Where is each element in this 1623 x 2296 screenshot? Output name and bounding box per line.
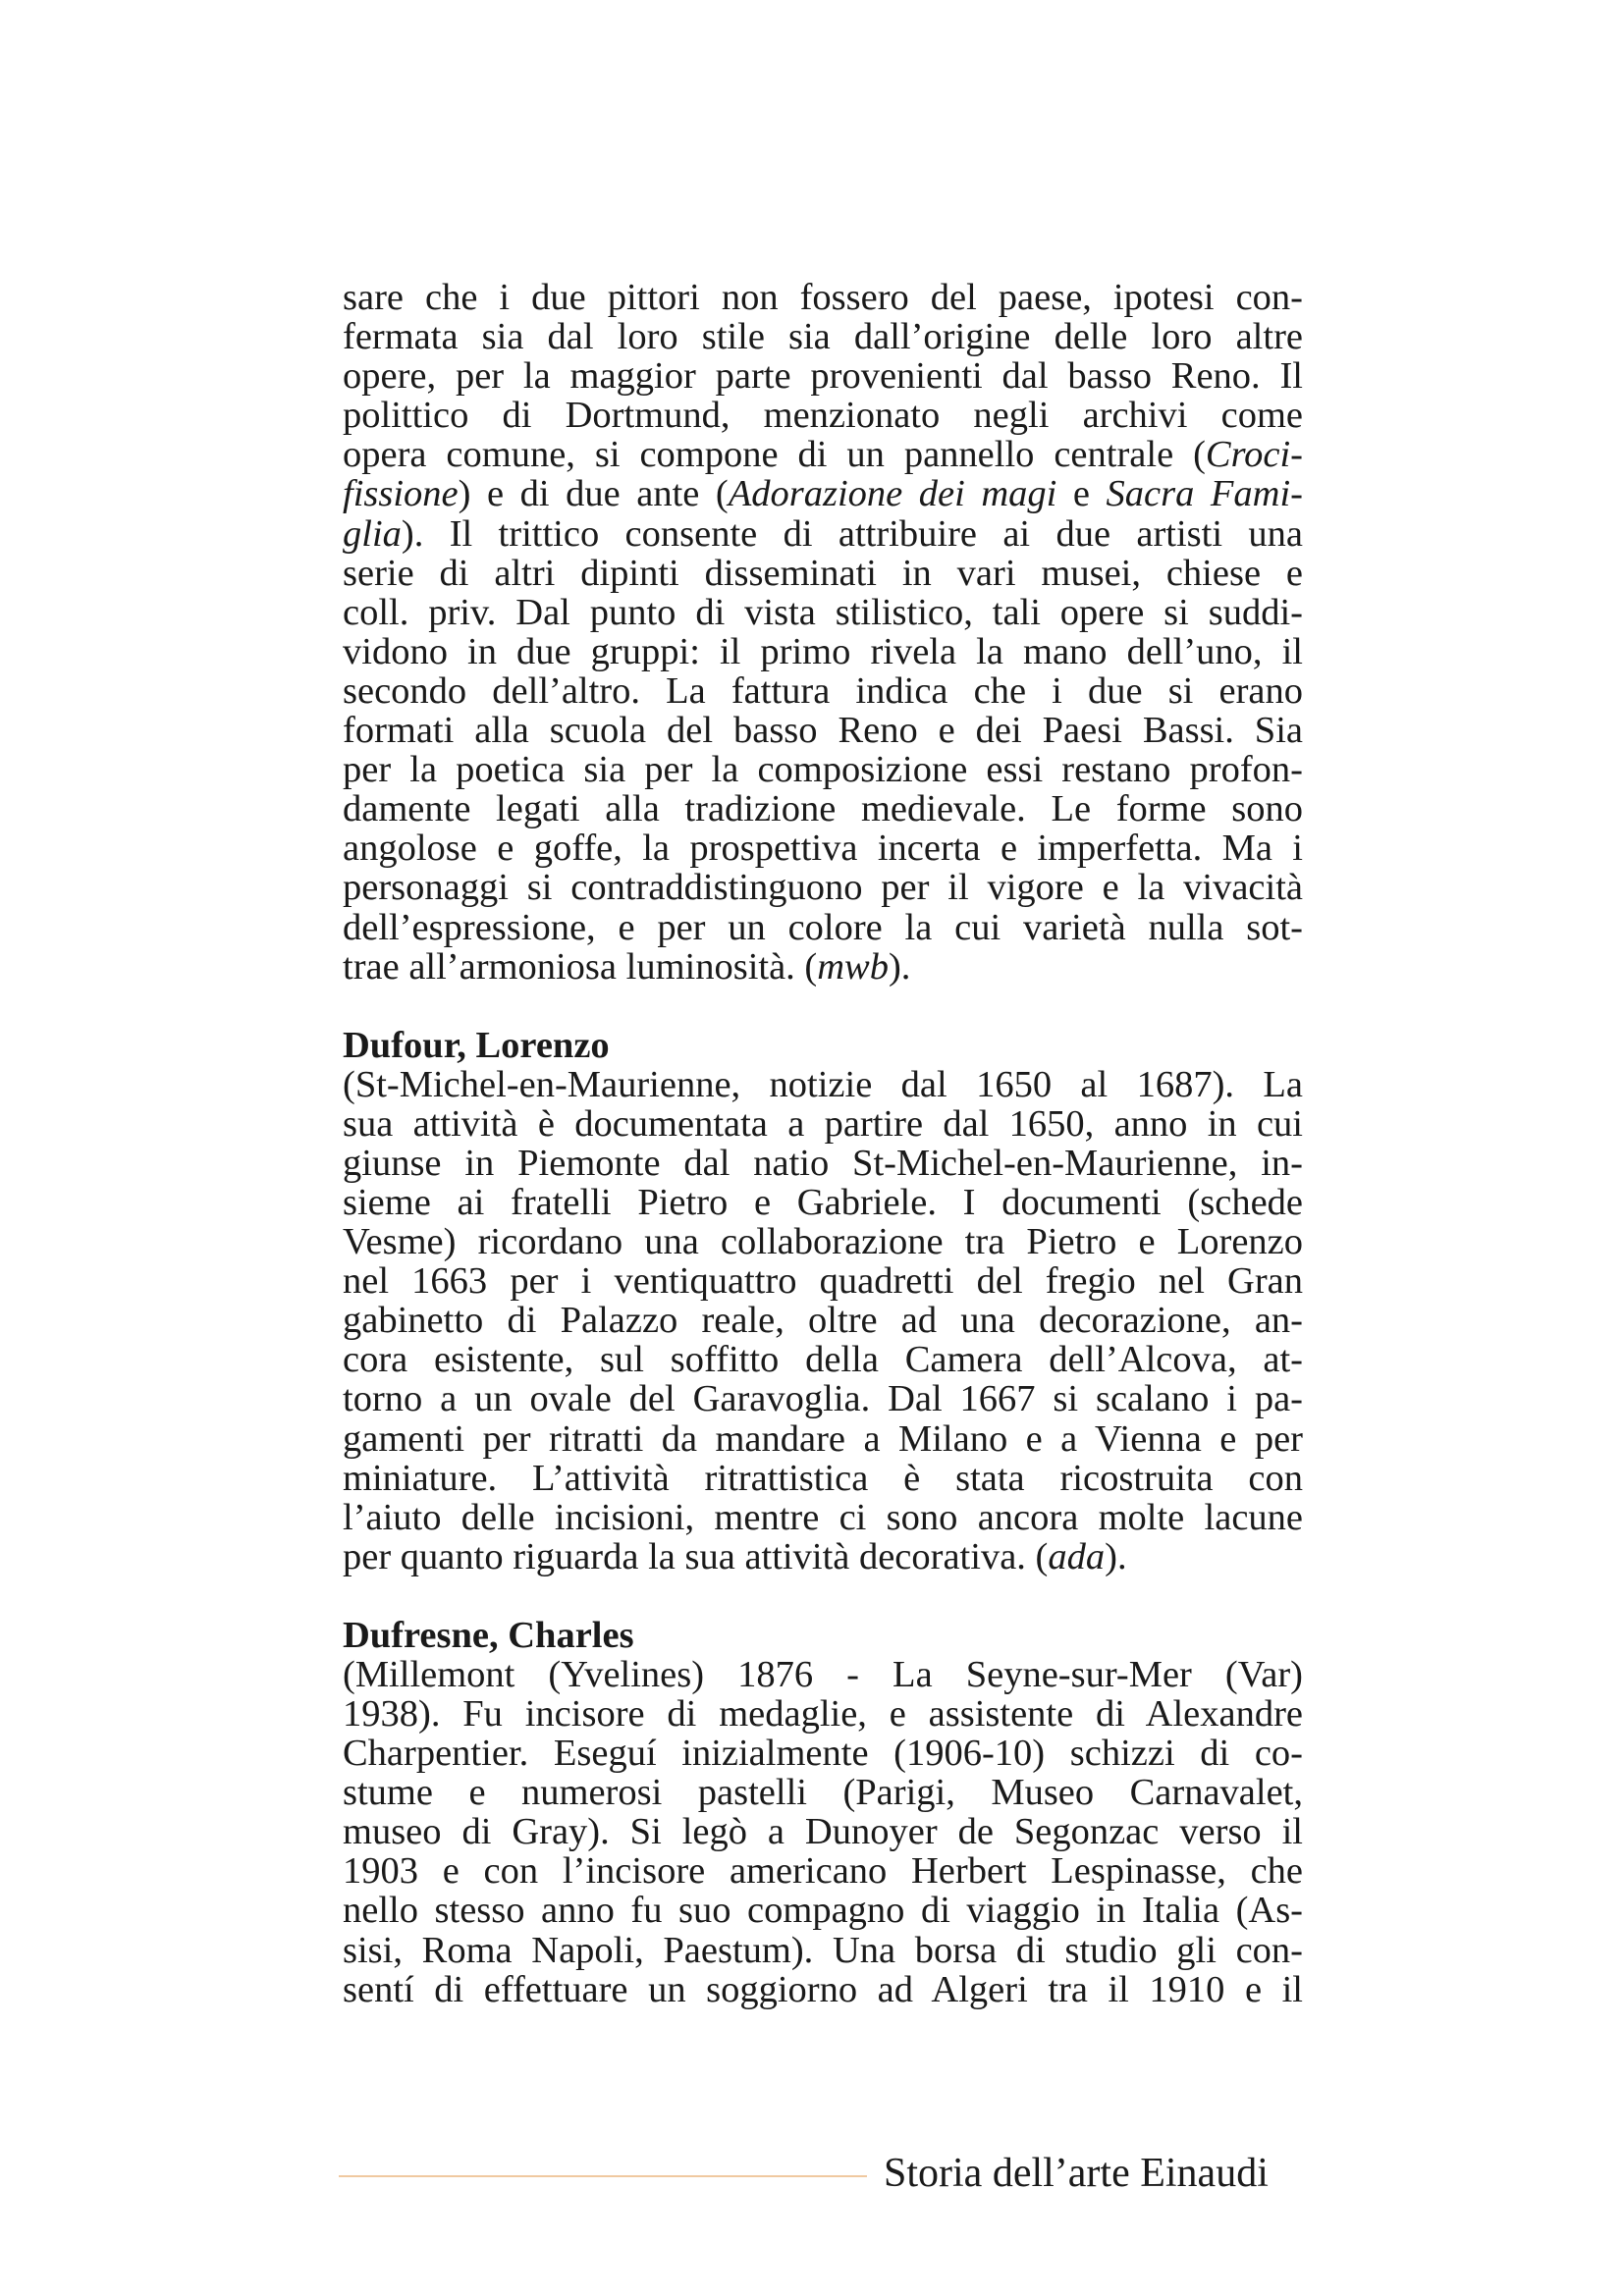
text-line: trae all’armoniosa luminosità. (mwb). [343, 945, 911, 988]
text-line: (St-Michel-en-Maurienne, notizie dal 1650 al 1687). La [343, 1063, 1303, 1105]
text-line: opere, per la maggior parte provenienti dal basso Reno. Il [343, 355, 1303, 398]
text-line: museo di Gray). Si legò a Dunoyer de Segonzac verso il [343, 1811, 1303, 1853]
entry-text [343, 1065, 1303, 1576]
text-line: sieme ai fratelli Pietro e Gabriele. I documenti (schede [343, 1181, 1303, 1223]
text-line: nel 1663 per i ventiquattro quadretti del fregio nel Gran [343, 1260, 1303, 1303]
text-line: secondo dell’altro. La fattura indica che i due si erano [343, 669, 1303, 712]
text-line: gamenti per ritratti da mandare a Milano e a Vienna e per [343, 1417, 1303, 1460]
text-line: per quanto riguarda la sua attività decorativa. (ada). [343, 1535, 1127, 1577]
text-line: Charpentier. Eseguí inizialmente (1906-10) schizzi di co- [343, 1733, 1303, 1775]
entry-dufour-lorenzo [343, 1026, 1303, 1576]
entry-text [343, 1655, 1303, 2009]
text-line: opera comune, si compone di un pannello centrale (Croci- [343, 434, 1303, 476]
footer-title: Storia dell’arte Einaudi [884, 2151, 1269, 2196]
text-line: 1938). Fu incisore di medaglie, e assistente di Alexandre [343, 1693, 1303, 1735]
text-line: vidono in due gruppi: il primo rivela la mano dell’uno, il [343, 630, 1303, 672]
text-line: dell’espressione, e per un colore la cui varietà nulla sot- [343, 906, 1303, 948]
entry-heading: Dufour, Lorenzo [343, 1024, 610, 1066]
page-footer [0, 2101, 1623, 2196]
text-line: Vesme) ricordano una collaborazione tra Pietro e Lorenzo [343, 1221, 1303, 1263]
text-line: sare che i due pittori non fossero del paese, ipotesi con- [343, 277, 1303, 318]
text-line: (Millemont (Yvelines) 1876 - La Seyne-sur-Mer (Var) [343, 1653, 1303, 1695]
text-line: angolose e goffe, la prospettiva incerta e imperfetta. Ma i [343, 828, 1303, 870]
text-line: sentí di effettuare un soggiorno ad Algeri tra il 1910 e il [343, 1968, 1303, 2010]
footer-rule [339, 2175, 867, 2177]
text-line: fermata sia dal loro stile sia dall’origine delle loro altre [343, 316, 1303, 358]
text-line: giunse in Piemonte dal natio St-Michel-en-Maurienne, in- [343, 1142, 1303, 1184]
text-line: nello stesso anno fu suo compagno di viaggio in Italia (As- [343, 1890, 1303, 1932]
text-line: personaggi si contraddistinguono per il vigore e la vivacità [343, 867, 1303, 909]
continued-paragraph [343, 278, 1303, 987]
text-line: serie di altri dipinti disseminati in vari musei, chiese e [343, 552, 1303, 594]
text-line: sua attività è documentata a partire dal 1650, anno in cui [343, 1102, 1303, 1145]
entry-dufresne-charles [343, 1616, 1303, 2009]
text-line: formati alla scuola del basso Reno e dei Paesi Bassi. Sia [343, 710, 1303, 752]
text-line: sisi, Roma Napoli, Paestum). Una borsa di studio gli con- [343, 1929, 1303, 1971]
entry-heading: Dufresne, Charles [343, 1614, 634, 1656]
text-line: torno a un ovale del Garavoglia. Dal 1667 si scalano i pa- [343, 1378, 1303, 1420]
text-line: stume e numerosi pastelli (Parigi, Museo Carnavalet, [343, 1772, 1303, 1814]
text-line: cora esistente, sul soffitto della Camera dell’Alcova, at- [343, 1339, 1303, 1381]
text-line: 1903 e con l’incisore americano Herbert Lespinasse, che [343, 1850, 1303, 1893]
text-line: damente legati alla tradizione medievale. Le forme sono [343, 788, 1303, 830]
text-line: fissione) e di due ante (Adorazione dei magi e Sacra Fami- [343, 473, 1303, 515]
text-line: miniature. L’attività ritrattistica è stata ricostruita con [343, 1457, 1303, 1499]
text-line: coll. priv. Dal punto di vista stilistico, tali opere si suddi- [343, 591, 1303, 633]
document-body [343, 278, 1303, 2009]
text-line: glia). Il trittico consente di attribuire ai due artisti una [343, 512, 1303, 555]
text-line: l’aiuto delle incisioni, mentre ci sono ancora molte lacune [343, 1496, 1303, 1538]
text-line: per la poetica sia per la composizione essi restano profon- [343, 749, 1303, 791]
text-line: gabinetto di Palazzo reale, oltre ad una decorazione, an- [343, 1300, 1303, 1342]
text-line: polittico di Dortmund, menzionato negli archivi come [343, 395, 1303, 437]
